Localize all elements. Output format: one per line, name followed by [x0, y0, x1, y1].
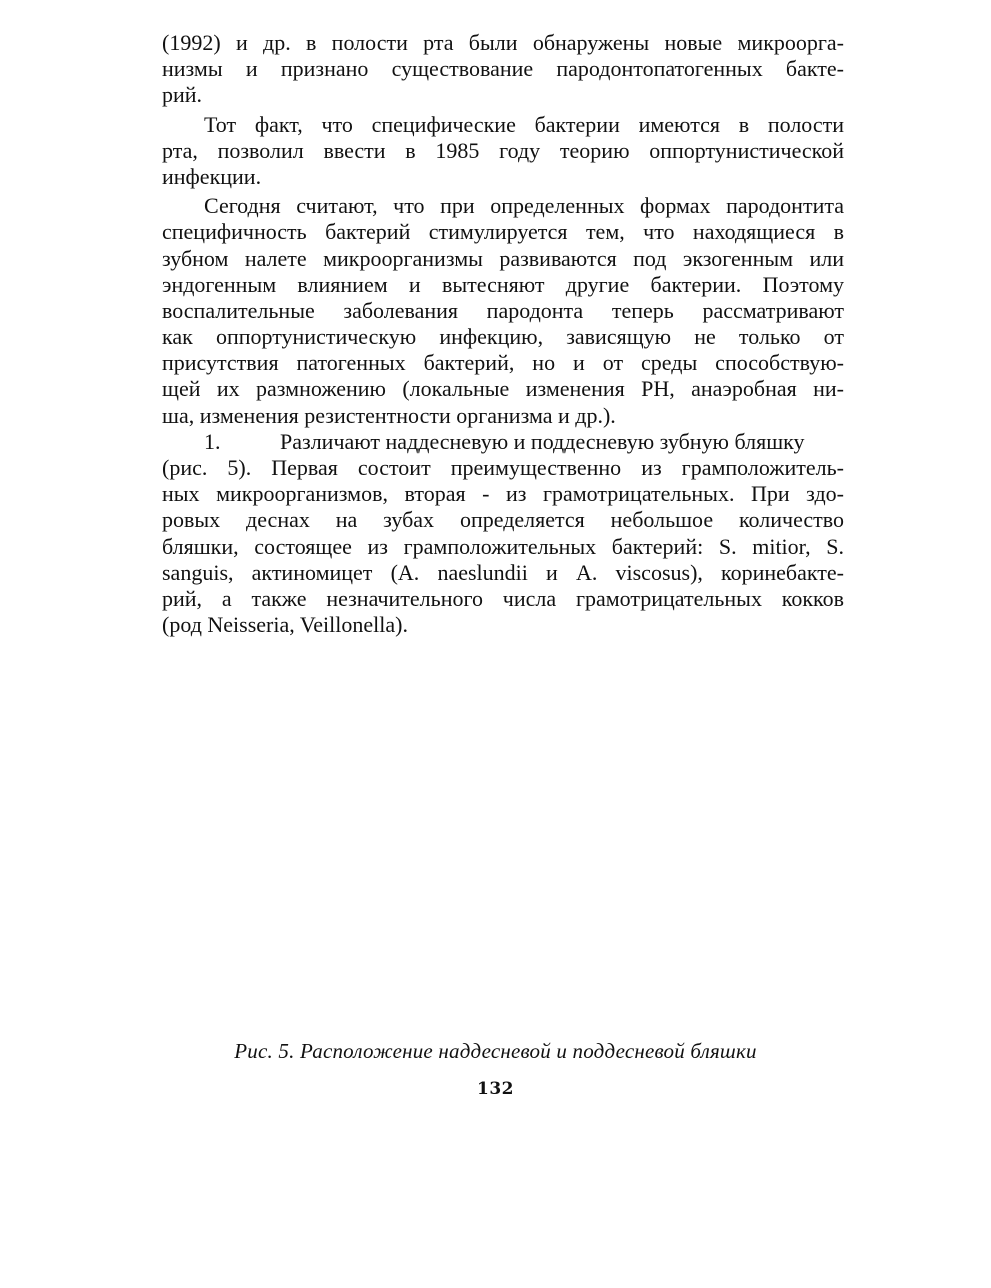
- list-item-first-text: Различают наддесневую и поддесневую зубную бляшку: [280, 428, 805, 454]
- text-line: ных микроорганизмов, вторая - из грамотрицательных. При здо-: [162, 481, 844, 507]
- text-line: рий, а также незначительного числа грамотрицательных кокков: [162, 585, 844, 611]
- text-line: зубном налете микроорганизмы развиваются под экзогенным или: [162, 245, 844, 271]
- text-line: Сегодня считают, что при определенных формах пародонтита: [204, 193, 844, 219]
- text-line: рий.: [162, 82, 203, 108]
- text-line: специфичность бактерий стимулируется тем, что находящиеся в: [162, 219, 844, 245]
- text-line: ровых деснах на зубах определяется небольшое количество: [162, 507, 844, 533]
- figure-placeholder: [162, 660, 844, 1030]
- paragraph-1: [162, 30, 844, 109]
- text-line: присутствия патогенных бактерий, но и от среды способствую-: [162, 350, 844, 376]
- text-line: (род Neisseria, Veillonella).: [162, 612, 408, 638]
- text-line: sanguis, актиномицет (A. naeslundii и A. viscosus), коринебакте-: [162, 559, 844, 585]
- paragraph-3: [162, 193, 844, 429]
- text-line: (1992) и др. в полости рта были обнаружены новые микроорга-: [162, 30, 844, 55]
- list-item-1: [162, 429, 844, 639]
- page-number: 132: [477, 1079, 514, 1099]
- text-line: (рис. 5). Первая состоит преимущественно из грамположитель-: [162, 455, 844, 480]
- paragraph-2: [162, 112, 844, 191]
- text-line: инфекции.: [162, 163, 262, 189]
- text-line: Тот факт, что специфические бактерии имеются в полости: [204, 111, 844, 137]
- text-line: эндогенным влиянием и вытесняют другие бактерии. Поэтому: [162, 271, 844, 297]
- text-line: бляшки, состоящее из грамположительных бактерий: S. mitior, S.: [162, 533, 844, 559]
- text-line: низмы и признано существование пародонтопатогенных бакте-: [162, 56, 844, 82]
- text-line: щей их размножению (локальные изменения PH, анаэробная ни-: [162, 376, 844, 402]
- text-line: рта, позволил ввести в 1985 году теорию оппортунистической: [162, 137, 844, 163]
- list-item-first-line: [162, 429, 844, 455]
- text-line: ша, изменения резистентности организма и др.).: [162, 402, 616, 428]
- list-item-number: 1.: [204, 428, 221, 454]
- body-text: [162, 30, 844, 638]
- figure-caption: Рис. 5. Расположение наддесневой и поддесневой бляшки: [234, 1039, 757, 1063]
- text-line: как оппортунистическую инфекцию, зависящую не только от: [162, 324, 844, 350]
- text-line: воспалительные заболевания пародонта теперь рассматривают: [162, 297, 844, 323]
